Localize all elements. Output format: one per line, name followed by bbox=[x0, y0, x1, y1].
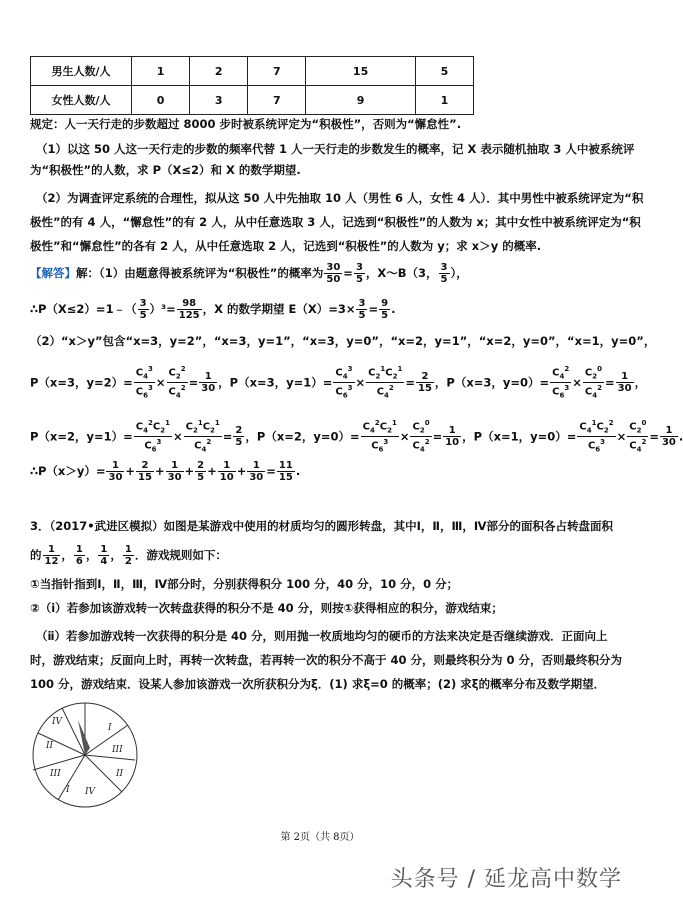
problem-3-line: 3．（2017•武进区模拟）如图是某游戏中使用的材质均匀的圆形转盘，其中Ⅰ，Ⅱ，Ⅲ，Ⅳ部分的面积各占转盘面积 bbox=[30, 519, 613, 533]
answer-line-6: ∴P（x＞y）= $\frac{1}{30}$ + $\frac{2}{15}$ + $\frac{1}{30}$ + $\frac{2}{5}$ + $\frac{1}{10}$ + $\frac{1}{30}$ = $\frac{11}{15}$ . bbox=[30, 460, 301, 483]
wheel-label: I bbox=[66, 785, 70, 795]
row-header: 女性人数/人 bbox=[31, 86, 132, 115]
answer-line-4: P（x=3，y=2）= $\frac{C_4^3}{C_6^3}$ × $\frac{C_2^2}{C_4^2}$ = $\frac{1}{30}$ ，P（x=3，y=1）= $\frac{C_4^3}{C_6^3}$ × $\frac{C_2^1C_2^1}{C_4^2}$ = $\frac{2}{15}$ ，P（x=3，y=0）= $\frac{C_4^2}{C_6^3}$ × $\frac{C_2^0}{C_4^2}$ = $\frac{1}{30}$ ， bbox=[30, 365, 647, 400]
wheel-label: IV bbox=[52, 717, 63, 727]
answer-tag: 【解答】 bbox=[30, 266, 76, 280]
table-row bbox=[31, 86, 474, 115]
table-cell: 2 bbox=[190, 57, 248, 86]
table-cell: 3 bbox=[190, 86, 248, 115]
wheel-label: II bbox=[46, 741, 54, 751]
table-cell: 5 bbox=[415, 57, 473, 86]
row-header: 男生人数/人 bbox=[31, 57, 132, 86]
answer-line-1: 【解答】解：（1）由题意得被系统评为“积极性”的概率为 $\frac{30}{50}$ = $\frac{3}{5}$ ，X～B（3， $\frac{3}{5}$ ）， bbox=[30, 262, 468, 285]
table-cell: 1 bbox=[415, 86, 473, 115]
table-cell: 9 bbox=[306, 86, 416, 115]
wheel-label: II bbox=[116, 769, 124, 779]
rule-line: 时，游戏结束；反面向上时，再转一次转盘，若再转一次的积分不高于 40 分，则最终积分为 0 分，否则最终积分为 bbox=[30, 653, 623, 667]
wheel-label: I bbox=[108, 723, 112, 733]
count-table bbox=[30, 56, 474, 115]
question-2-line: 极性”的有 4 人，“懈怠性”的有 2 人，从中任意选取 3 人，记选到“积极性”的人数为 x；其中女性中被系统评定为“积 bbox=[30, 215, 641, 229]
wheel-label: IV bbox=[85, 787, 96, 797]
table-cell: 15 bbox=[306, 57, 416, 86]
table-cell: 7 bbox=[248, 57, 306, 86]
wheel-label: III bbox=[112, 745, 123, 755]
pointer-arrow bbox=[78, 720, 90, 755]
table-cell: 7 bbox=[248, 86, 306, 115]
page-footer: 第 2页（共 8页） bbox=[280, 832, 360, 843]
table-cell: 1 bbox=[132, 57, 190, 86]
table-row bbox=[31, 57, 474, 86]
rule-line: （ⅱ）若参加游戏转一次获得的积分是 40 分，则用抛一枚质地均匀的硬币的方法来决定是否继续游戏．正面向上 bbox=[36, 629, 608, 643]
rule-line: ①当指针指到Ⅰ，Ⅱ，Ⅲ，Ⅳ部分时，分别获得积分 100 分，40 分，10 分，0 分； bbox=[30, 577, 459, 591]
table-cell: 0 bbox=[132, 86, 190, 115]
rule-line: 100 分，游戏结束．设某人参加该游戏一次所获积分为ξ．(1) 求ξ=0 的概率；(2) 求ξ的概率分布及数学期望． bbox=[30, 677, 606, 691]
spinner-wheel-diagram bbox=[30, 700, 140, 810]
question-1-line: （1）以这 50 人这一天行走的步数的频率代替 1 人一天行走的步数发生的概率，记 X 表示随机抽取 3 人中被系统评 bbox=[36, 142, 635, 156]
problem-3-line: 的 $\frac{1}{12}$ ， $\frac{1}{6}$ ， $\frac{1}{4}$ ， $\frac{1}{2}$ ．游戏规则如下： bbox=[30, 544, 227, 567]
watermark: 头条号 / 延龙高中数学 bbox=[390, 867, 622, 892]
rule-line: ②（ⅰ）若参加该游戏转一次转盘获得的积分不是 40 分，则按①获得相应的积分，游戏结束； bbox=[30, 601, 503, 615]
answer-line-3: （2）“x＞y”包含“x=3，y=2”，“x=3，y=1”，“x=3，y=0”，“x=2，y=1”，“x=2，y=0”，“x=1，y=0”， bbox=[30, 334, 656, 348]
question-1-line: 为“积极性”的人数，求 P（X≤2）和 X 的数学期望. bbox=[30, 163, 301, 177]
answer-line-2: ∴P（X≤2）=1﹣（ $\frac{3}{5}$ ）³= $\frac{98}{125}$ ，X 的数学期望 E（X）=3× $\frac{3}{5}$ = $\frac{9}{5}$ . bbox=[30, 298, 396, 321]
answer-line-5: P（x=2，y=1）= $\frac{C_4^2C_2^1}{C_6^3}$ × $\frac{C_2^1C_2^1}{C_4^2}$ = $\frac{2}{5}$ ，P（x=2，y=0）= $\frac{C_4^2C_2^1}{C_6^3}$ × $\frac{C_2^0}{C_4^2}$ = $\frac{1}{10}$ ，P（x=1，y=0）= $\frac{C_4^1C_2^2}{C_6^3}$ × $\frac{C_2^0}{C_4^2}$ = $\frac{1}{30}$ . bbox=[30, 419, 683, 454]
rule-text: 规定：人一天行走的步数超过 8000 步时被系统评定为“积极性”，否则为“懈怠性”. bbox=[30, 117, 462, 131]
question-2-line: 极性”和“懈怠性”的各有 2 人，从中任意选取 2 人，记选到“积极性”的人数为 y；求 x＞y 的概率. bbox=[30, 239, 542, 253]
wheel-label: III bbox=[50, 769, 61, 779]
question-2-line: （2）为调查评定系统的合理性，拟从这 50 人中先抽取 10 人（男性 6 人，女性 4 人）．其中男性中被系统评定为“积 bbox=[36, 191, 644, 205]
